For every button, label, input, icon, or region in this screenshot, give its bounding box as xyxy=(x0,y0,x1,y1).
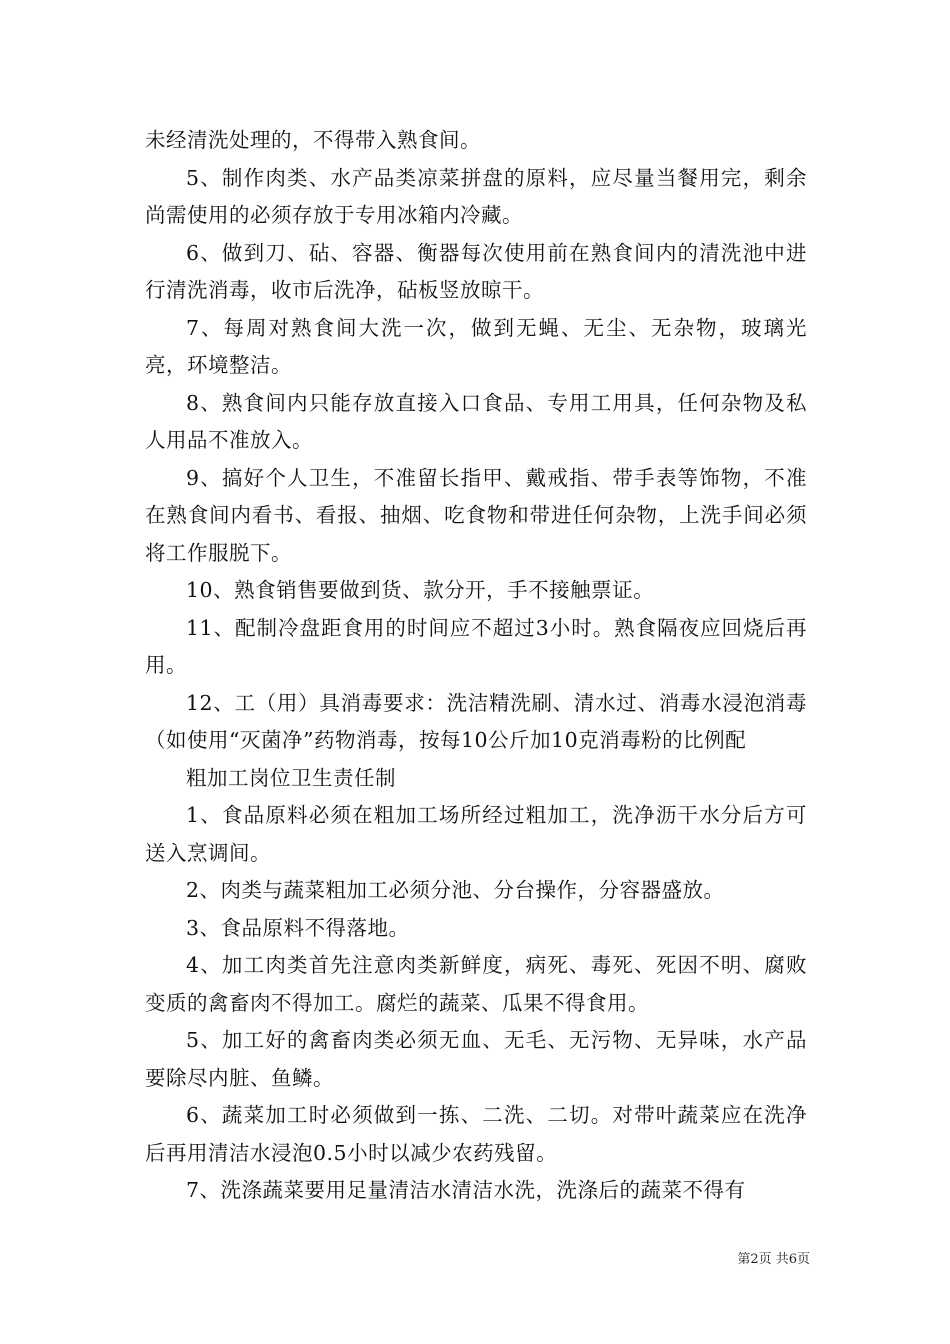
paragraph-item-9: 9、搞好个人卫生，不准留长指甲、戴戒指、带手表等饰物，不准在熟食间内看书、看报、抽烟、吃食物和带进任何杂物，上洗手间必须将工作服脱下。 xyxy=(145,465,807,565)
paragraph-item-11: 11、配制冷盘距食用的时间应不超过3小时。熟食隔夜应回烧后再用。 xyxy=(145,615,807,677)
paragraph-continuation: 未经清洗处理的，不得带入熟食间。 xyxy=(145,128,481,152)
paragraph-rough-1: 1、食品原料必须在粗加工场所经过粗加工，洗净沥干水分后方可送入烹调间。 xyxy=(145,803,807,865)
paragraph-item-6: 6、做到刀、砧、容器、衡器每次使用前在熟食间内的清洗池中进行清洗消毒，收市后洗净，砧板竖放晾干。 xyxy=(145,240,807,302)
paragraph-rough-6: 6、蔬菜加工时必须做到一拣、二洗、二切。对带叶蔬菜应在洗净后再用清洁水浸泡0.5小时以减少农药残留。 xyxy=(145,1103,807,1165)
paragraph-item-7: 7、每周对熟食间大洗一次，做到无蝇、无尘、无杂物，玻璃光亮，环境整洁。 xyxy=(145,315,807,377)
section-heading: 粗加工岗位卫生责任制 xyxy=(186,765,396,790)
paragraph-item-8: 8、熟食间内只能存放直接入口食品、专用工用具，任何杂物及私人用品不准放入。 xyxy=(145,390,807,452)
paragraph-rough-7: 7、洗涤蔬菜要用足量清洁水清洁水洗，洗涤后的蔬菜不得有 xyxy=(186,1178,746,1202)
paragraph-item-12: 12、工（用）具消毒要求：洗洁精洗刷、清水过、消毒水浸泡消毒（如使用“灭菌净”药物消毒，按每10公斤加10克消毒粉的比例配 xyxy=(145,690,807,752)
paragraph-rough-3: 3、食品原料不得落地。 xyxy=(186,915,410,940)
paragraph-rough-2: 2、肉类与蔬菜粗加工必须分池、分台操作，分容器盛放。 xyxy=(186,878,725,902)
page-number-footer: 第2页 共6页 xyxy=(737,1252,810,1267)
paragraph-item-5: 5、制作肉类、水产品类凉菜拼盘的原料，应尽量当餐用完，剩余尚需使用的必须存放于专用冰箱内冷藏。 xyxy=(145,165,807,227)
paragraph-item-10: 10、熟食销售要做到货、款分开，手不接触票证。 xyxy=(186,578,655,602)
document-body xyxy=(145,122,807,1210)
paragraph-rough-4: 4、加工肉类首先注意肉类新鲜度，病死、毒死、死因不明、腐败变质的禽畜肉不得加工。腐烂的蔬菜、瓜果不得食用。 xyxy=(145,953,807,1015)
paragraph-rough-5: 5、加工好的禽畜肉类必须无血、无毛、无污物、无异味，水产品要除尽内脏、鱼鳞。 xyxy=(145,1028,807,1090)
